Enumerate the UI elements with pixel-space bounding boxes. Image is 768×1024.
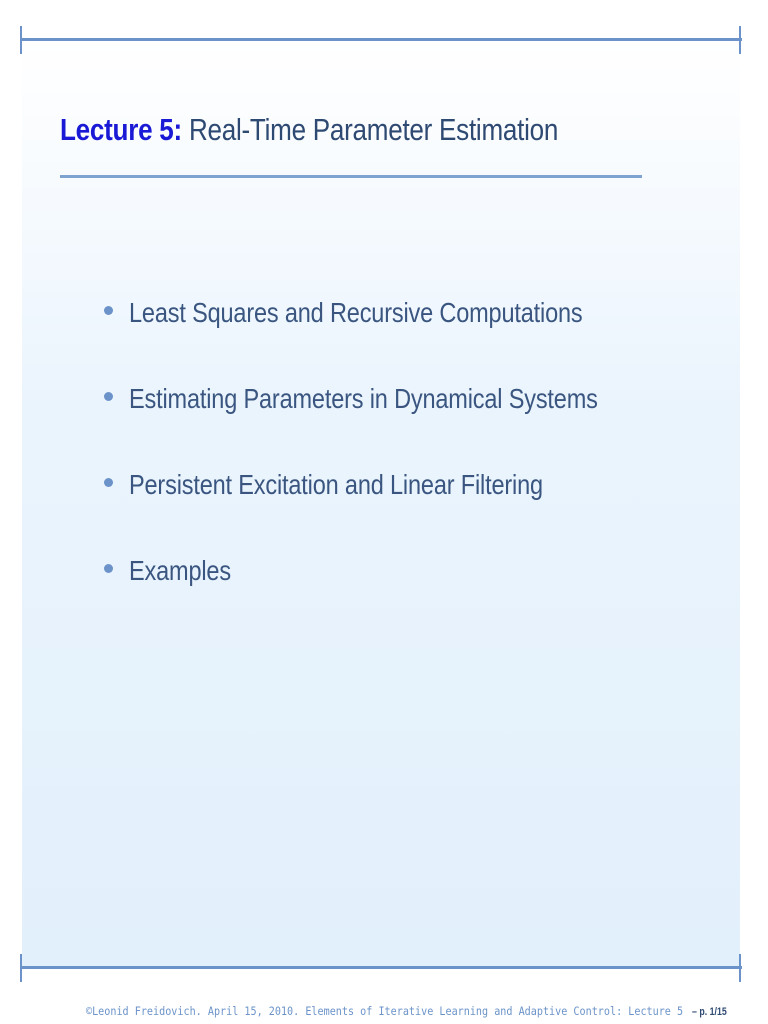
list-item-label: Examples [129,555,231,586]
title-underline [60,175,642,178]
list-item [104,442,687,528]
footer-text: ©Leonid Freidovich. April 15, 2010. Elements of Iterative Learning and Adaptive Control: Lecture 5 [86,1004,684,1018]
list-item-label: Estimating Parameters in Dynamical Systems [129,383,598,414]
list-item [104,270,687,356]
top-right-tick [739,26,741,54]
bullet-icon [104,478,113,487]
bullet-icon [104,392,113,401]
title-prefix: Lecture 5: [60,112,182,147]
top-frame-line [20,38,742,41]
bottom-left-tick [20,954,22,982]
bottom-right-tick [739,954,741,982]
list-item [104,528,687,614]
bullet-icon [104,306,113,315]
topic-list [104,270,687,614]
top-left-tick [20,26,22,54]
bullet-icon [104,564,113,573]
title-text: Real-Time Parameter Estimation [188,112,559,147]
bottom-frame-line [20,966,742,969]
page-number: – p. 1/15 [692,1006,727,1018]
list-item-label: Persistent Excitation and Linear Filtering [129,469,543,500]
list-item [104,356,687,442]
list-item-label: Least Squares and Recursive Computations [129,297,583,328]
slide-title [60,112,558,148]
